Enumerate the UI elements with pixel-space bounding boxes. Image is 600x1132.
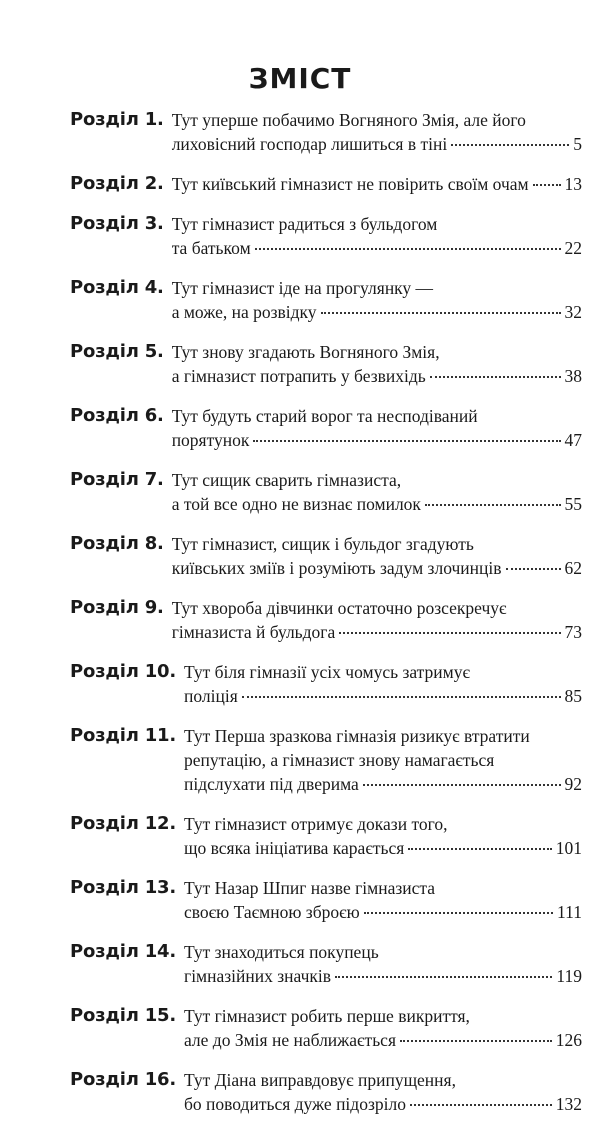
page-title: ЗМІСТ: [248, 62, 352, 95]
description-line: Тут хвороба дівчинки остаточно розсекречує: [171, 598, 507, 618]
description-line: гімназиста й бульдога: [171, 622, 336, 642]
description-last-line: [184, 1028, 582, 1052]
chapter-number: 9.: [144, 597, 164, 618]
chapter-word: Розділ: [70, 597, 139, 618]
toc-entry: [70, 1068, 582, 1116]
toc-entry: [70, 276, 582, 324]
chapter-label: [70, 468, 164, 492]
dot-leader: [400, 1040, 552, 1042]
dot-leader: [363, 784, 561, 786]
chapter-word: Розділ: [70, 877, 139, 898]
page-number: 119: [556, 966, 582, 986]
description-line: але до Змія не наближається: [184, 1030, 396, 1050]
dot-leader: [364, 912, 553, 914]
chapter-word: Розділ: [70, 341, 139, 362]
chapter-word: Розділ: [70, 213, 139, 234]
chapter-number: 1.: [144, 109, 164, 130]
chapter-label: [70, 340, 164, 364]
description-line: а може, на розвідку: [171, 302, 317, 322]
chapter-number: 11.: [144, 725, 177, 746]
description-last-line: [172, 236, 582, 260]
chapter-description: [172, 212, 582, 260]
description-line: Тут гімназист радиться з бульдогом: [171, 214, 438, 234]
toc-entry: [70, 532, 582, 580]
toc-entry: [70, 660, 582, 708]
page-number: 5: [573, 134, 582, 154]
page-number: 111: [557, 902, 582, 922]
chapter-label: [70, 724, 176, 748]
toc-entry: [70, 724, 582, 796]
chapter-word: Розділ: [70, 277, 139, 298]
toc-entry: [70, 172, 582, 196]
dot-leader: [430, 376, 561, 378]
chapter-description: [184, 660, 582, 708]
dot-leader: [321, 312, 561, 314]
chapter-description: [172, 468, 582, 516]
description-line: київських зміїв і розуміють задум злочинців: [171, 558, 502, 578]
description-line: Тут сищик сварить гімназиста,: [171, 470, 402, 490]
dot-leader: [451, 144, 569, 146]
description-last-line: [172, 428, 582, 452]
chapter-description: [184, 724, 582, 796]
chapter-word: Розділ: [70, 1069, 139, 1090]
chapter-description: [172, 596, 582, 644]
chapter-word: Розділ: [70, 725, 139, 746]
description-line: підслухати під дверима: [184, 774, 359, 794]
page-number: 13: [564, 174, 582, 194]
chapter-label: [70, 812, 176, 836]
dot-leader: [425, 504, 561, 506]
toc-entry: [70, 212, 582, 260]
description-last-line: [172, 364, 582, 388]
dot-leader: [506, 568, 561, 570]
description-line: поліція: [184, 686, 238, 706]
page-number: 62: [564, 558, 582, 578]
description-last-line: [172, 556, 582, 580]
chapter-word: Розділ: [70, 1005, 139, 1026]
dot-leader: [533, 184, 561, 186]
chapter-word: Розділ: [70, 405, 139, 426]
description-line: Тут Діана виправдовує припущення,: [184, 1070, 456, 1090]
toc-entry: [70, 876, 582, 924]
page-number: 32: [564, 302, 582, 322]
chapter-number: 13.: [144, 877, 177, 898]
chapter-label: [70, 1068, 176, 1092]
chapter-description: [172, 340, 582, 388]
page-number: 132: [555, 1094, 582, 1114]
dot-leader: [335, 976, 552, 978]
page-number: 73: [564, 622, 582, 642]
chapter-number: 5.: [144, 341, 164, 362]
description-line: Тут гімназист отримує докази того,: [184, 814, 448, 834]
description-line: Тут знаходиться покупець: [184, 942, 379, 962]
chapter-description: [184, 940, 582, 988]
description-line: Тут будуть старий ворог та несподіваний: [171, 406, 478, 426]
description-line: гімназійних значків: [184, 966, 332, 986]
description-line: Тут київський гімназист не повірить своїм очам: [171, 174, 529, 194]
page-number: 38: [564, 366, 582, 386]
description-line: лиховісний господар лишиться в тіні: [171, 134, 448, 154]
chapter-label: [70, 940, 176, 964]
description-line: порятунок: [171, 430, 250, 450]
chapter-label: [70, 108, 164, 132]
chapter-word: Розділ: [70, 813, 139, 834]
toc-entry: [70, 404, 582, 452]
chapter-label: [70, 276, 164, 300]
table-of-contents: [70, 108, 582, 1132]
chapter-description: [184, 1004, 582, 1052]
chapter-description: [172, 532, 582, 580]
chapter-number: 6.: [144, 405, 164, 426]
description-last-line: [184, 900, 582, 924]
description-last-line: [184, 964, 582, 988]
description-last-line: [172, 132, 582, 156]
toc-entry: [70, 940, 582, 988]
description-line: Тут гімназист іде на прогулянку —: [171, 278, 434, 298]
description-line: Тут Назар Шпиг назве гімназиста: [184, 878, 436, 898]
chapter-description: [184, 1068, 582, 1116]
description-last-line: [172, 620, 582, 644]
chapter-description: [172, 172, 582, 196]
page-number: 92: [564, 774, 582, 794]
chapter-label: [70, 660, 176, 684]
description-last-line: [172, 300, 582, 324]
chapter-label: [70, 876, 176, 900]
dot-leader: [255, 248, 561, 250]
chapter-description: [172, 276, 582, 324]
dot-leader: [410, 1104, 552, 1106]
description-line: Тут гімназист робить перше викриття,: [184, 1006, 470, 1026]
description-line: що всяка ініціатива карається: [184, 838, 405, 858]
toc-entry: [70, 812, 582, 860]
chapter-number: 16.: [144, 1069, 177, 1090]
chapter-description: [184, 812, 582, 860]
chapter-number: 7.: [144, 469, 164, 490]
chapter-word: Розділ: [70, 941, 139, 962]
description-line: та батьком: [171, 238, 251, 258]
chapter-label: [70, 532, 164, 556]
chapter-description: [172, 404, 582, 452]
chapter-word: Розділ: [70, 661, 139, 682]
description-line: репутацію, а гімназист знову намагається: [184, 750, 495, 770]
description-line: а той все одно не визнає помилок: [171, 494, 421, 514]
description-line: своєю Таємною зброєю: [184, 902, 360, 922]
toc-entry: [70, 340, 582, 388]
chapter-label: [70, 404, 164, 428]
description-last-line: [184, 1092, 582, 1116]
chapter-label: [70, 1004, 176, 1028]
description-last-line: [172, 492, 582, 516]
chapter-number: 8.: [144, 533, 164, 554]
description-line: Тут біля гімназії усіх чомусь затримує: [184, 662, 470, 682]
toc-entry: [70, 1004, 582, 1052]
chapter-number: 2.: [144, 173, 164, 194]
chapter-label: [70, 212, 164, 236]
toc-entry: [70, 596, 582, 644]
page-number: 85: [564, 686, 582, 706]
chapter-word: Розділ: [70, 173, 139, 194]
chapter-number: 3.: [144, 213, 164, 234]
page-number: 47: [564, 430, 582, 450]
description-last-line: [184, 836, 582, 860]
chapter-word: Розділ: [70, 469, 139, 490]
chapter-label: [70, 172, 164, 196]
chapter-description: [172, 108, 582, 156]
chapter-number: 14.: [144, 941, 177, 962]
dot-leader: [253, 440, 560, 442]
page-number: 101: [555, 838, 582, 858]
dot-leader: [408, 848, 551, 850]
description-last-line: [184, 772, 582, 796]
description-line: Тут уперше побачимо Вогняного Змія, але його: [171, 110, 526, 130]
description-line: бо поводиться дуже підозріло: [184, 1094, 406, 1114]
description-line: Тут Перша зразкова гімназія ризикує втратити: [184, 726, 530, 746]
dot-leader: [242, 696, 561, 698]
chapter-number: 10.: [144, 661, 177, 682]
chapter-number: 4.: [144, 277, 164, 298]
page-number: 55: [564, 494, 582, 514]
chapter-number: 12.: [144, 813, 177, 834]
chapter-label: [70, 596, 164, 620]
page-number: 126: [555, 1030, 582, 1050]
chapter-word: Розділ: [70, 109, 139, 130]
chapter-word: Розділ: [70, 533, 139, 554]
page-number: 22: [564, 238, 582, 258]
chapter-number: 15.: [144, 1005, 177, 1026]
dot-leader: [339, 632, 560, 634]
description-last-line: [184, 684, 582, 708]
description-line: Тут гімназист, сищик і бульдог згадують: [171, 534, 474, 554]
description-line: а гімназист потрапить у безвихідь: [171, 366, 426, 386]
description-line: Тут знову згадають Вогняного Змія,: [171, 342, 440, 362]
toc-entry: [70, 468, 582, 516]
chapter-description: [184, 876, 582, 924]
toc-entry: [70, 108, 582, 156]
description-last-line: [172, 172, 582, 196]
